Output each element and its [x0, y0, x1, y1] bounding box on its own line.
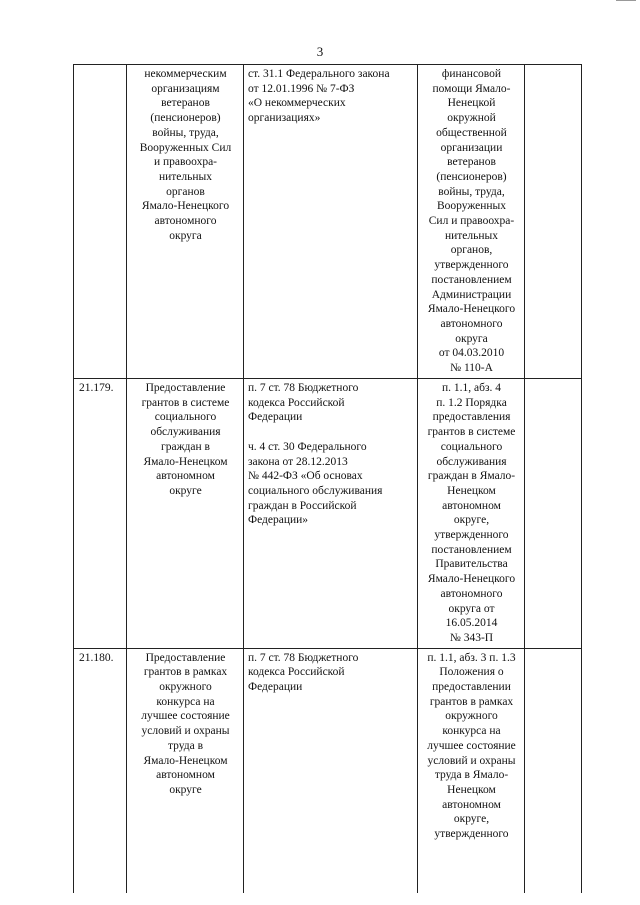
- text-line: № 343-П: [449, 631, 494, 644]
- text-line: утвержденного: [434, 529, 509, 542]
- text-line: окружного: [159, 681, 212, 694]
- text-line: ч. 4 ст. 30 Федерального: [248, 440, 367, 453]
- text-line: Правительства: [435, 558, 508, 571]
- text-line: (пенсионеров): [436, 170, 507, 183]
- text-line: организациях»: [248, 112, 321, 125]
- text-line: нительных: [158, 170, 213, 183]
- text-line: труда в: [167, 739, 204, 752]
- legal-basis: [244, 65, 418, 379]
- table-row: [74, 379, 582, 649]
- text-line: автономного: [154, 215, 217, 228]
- text-line: Федерации»: [248, 514, 309, 527]
- text-line: Ямало-Ненецком: [143, 455, 228, 468]
- text-line: Федерации: [248, 411, 303, 424]
- text-line: Администрации: [431, 288, 512, 301]
- text-line: округа: [169, 229, 202, 242]
- text-line: округе,: [453, 813, 490, 826]
- text-line: округе: [169, 783, 202, 796]
- text-line: п. 1.1, абз. 3 п. 1.3: [427, 651, 516, 664]
- page-number: 3: [316, 44, 324, 59]
- text-line: Ямало-Ненецкого: [427, 303, 516, 316]
- registry-table: [73, 64, 582, 893]
- text-line: автономного: [440, 587, 503, 600]
- text-line: автономном: [156, 470, 215, 483]
- text-line: автономном: [442, 798, 501, 811]
- text-line: «О некоммерческих: [248, 97, 346, 110]
- legal-basis: [244, 648, 418, 893]
- text-line: условий и охраны: [141, 725, 230, 738]
- text-line: финансовой: [441, 68, 502, 80]
- text-line: условий и охраны: [427, 754, 516, 767]
- text-line: постановлением: [431, 273, 512, 286]
- text-line: кодекса Российской: [248, 666, 345, 679]
- text-line: ст. 31.1 Федерального закона: [248, 68, 390, 80]
- text-line: утвержденного: [434, 259, 509, 272]
- text-line: Ненецком: [447, 783, 496, 796]
- regional-act: [418, 65, 525, 379]
- text-line: помощи Ямало-: [432, 82, 511, 95]
- text-line: ветеранов: [447, 156, 496, 169]
- text-line: социального: [154, 411, 217, 424]
- text-line: войны, труда,: [438, 185, 505, 198]
- table-row: [74, 648, 582, 893]
- text-line: ветеранов: [161, 97, 210, 110]
- text-line: грантов в рамках: [143, 666, 228, 679]
- row-number: [74, 65, 127, 379]
- text-line: Ненецком: [447, 484, 496, 497]
- text-line: автономном: [156, 769, 215, 782]
- text-line: граждан в Российской: [248, 499, 357, 512]
- registry-table-wrapper: [73, 64, 581, 890]
- text-line: от 12.01.1996 № 7-ФЗ: [248, 82, 355, 95]
- text-line: некоммерческим: [144, 68, 227, 80]
- text-line: (пенсионеров): [150, 112, 221, 125]
- text-line: социального обслуживания: [248, 484, 383, 497]
- empty-cell: [525, 65, 582, 379]
- text-line: № 110-А: [450, 362, 493, 375]
- text-line: п. 7 ст. 78 Бюджетного: [248, 651, 359, 664]
- text-line: автономном: [442, 499, 501, 512]
- text-line: грантов в рамках: [429, 695, 514, 708]
- text-line: Ненецкой: [447, 97, 496, 110]
- empty-cell: [525, 379, 582, 649]
- text-line: Предоставление: [145, 651, 226, 664]
- text-line: закона от 28.12.2013: [248, 455, 348, 468]
- text-line: органов,: [450, 244, 493, 257]
- text-line: окружного: [445, 710, 498, 723]
- obligation-name: [127, 65, 244, 379]
- text-line: Ямало-Ненецкого: [141, 200, 230, 213]
- text-line: п. 1.2 Порядка: [436, 396, 507, 409]
- text-line: конкурса на: [442, 725, 501, 738]
- text-line: граждан в: [161, 440, 210, 453]
- text-line: п. 7 ст. 78 Бюджетного: [248, 382, 359, 394]
- text-line: предоставлении: [432, 681, 511, 694]
- text-line: предоставления: [432, 411, 511, 424]
- text-line: грантов в системе: [427, 426, 516, 439]
- text-line: конкурса на: [156, 695, 215, 708]
- text-line: окружной: [447, 112, 496, 125]
- text-line: округа от: [448, 602, 495, 615]
- text-line: Предоставление: [145, 382, 226, 394]
- text-line: организациям: [151, 82, 220, 95]
- row-number: 21.179.: [74, 379, 127, 649]
- regional-act: [418, 648, 525, 893]
- text-line: лучшее состояние: [141, 710, 230, 723]
- text-line: лучшее состояние: [427, 739, 516, 752]
- text-line: Ямало-Ненецкого: [427, 573, 516, 586]
- text-line: обслуживания: [436, 455, 507, 468]
- text-line: Ямало-Ненецком: [143, 754, 228, 767]
- table-row: [74, 65, 582, 379]
- text-line: социального: [440, 440, 503, 453]
- text-line: нительных: [444, 229, 499, 242]
- legal-basis-part: [248, 440, 414, 528]
- row-number: 21.180.: [74, 648, 127, 893]
- text-line: органов: [166, 185, 205, 198]
- text-line: Федерации: [248, 681, 303, 694]
- text-line: 16.05.2014: [445, 617, 498, 630]
- text-line: округе,: [453, 514, 490, 527]
- corner-scan-mark: [616, 0, 636, 7]
- text-line: граждан в Ямало-: [427, 470, 516, 483]
- text-line: Положения о: [439, 666, 504, 679]
- text-line: грантов в системе: [141, 396, 230, 409]
- text-line: п. 1.1, абз. 4: [441, 382, 502, 394]
- text-line: округа: [455, 332, 488, 345]
- legal-basis-part: [248, 381, 414, 425]
- text-line: утвержденного: [434, 828, 509, 841]
- obligation-name: [127, 379, 244, 649]
- text-line: округе: [169, 484, 202, 497]
- text-line: постановлением: [431, 543, 512, 556]
- text-line: автономного: [440, 317, 503, 330]
- obligation-name: [127, 648, 244, 893]
- text-line: Вооруженных Сил: [139, 141, 232, 154]
- text-line: Сил и правоохра-: [428, 215, 515, 228]
- regional-act: [418, 379, 525, 649]
- text-line: от 04.03.2010: [438, 347, 505, 360]
- text-line: войны, труда,: [152, 126, 219, 139]
- text-line: обслуживания: [150, 426, 221, 439]
- text-line: труда в Ямало-: [434, 769, 509, 782]
- legal-basis: [244, 379, 418, 649]
- text-line: Вооруженных: [436, 200, 507, 213]
- text-line: организации: [440, 141, 503, 154]
- text-line: № 442-ФЗ «Об основах: [248, 470, 363, 483]
- text-line: кодекса Российской: [248, 396, 345, 409]
- empty-cell: [525, 648, 582, 893]
- text-line: общественной: [436, 126, 507, 139]
- text-line: и правоохра-: [153, 156, 218, 169]
